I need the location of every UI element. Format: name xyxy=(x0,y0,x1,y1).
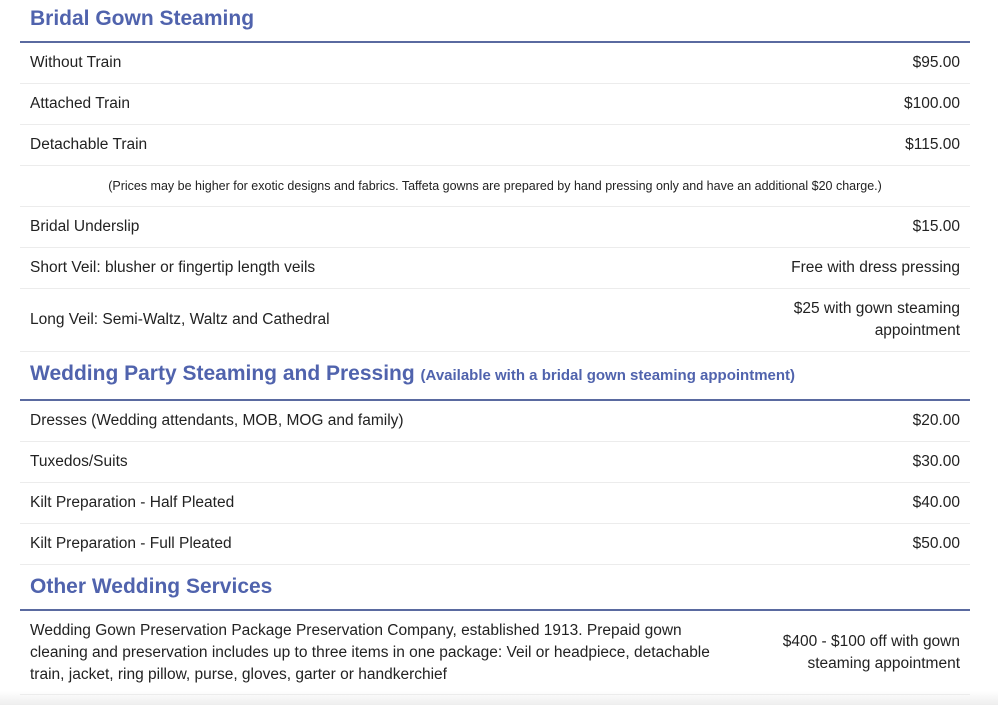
section-title: Other Wedding Services xyxy=(30,575,273,598)
section-heading-other-wedding-services xyxy=(20,565,970,611)
service-label: Dresses (Wedding attendants, MOB, MOG and family) xyxy=(30,412,404,429)
service-label-line: cleaning and preservation includes up to three items in one package: Veil or headpiece, detachable xyxy=(30,643,710,661)
service-label: Without Train xyxy=(30,54,122,71)
price-row xyxy=(20,483,970,524)
service-price: $15.00 xyxy=(912,218,960,235)
service-label: Long Veil: Semi-Waltz, Waltz and Cathedral xyxy=(30,311,330,328)
price-row xyxy=(20,84,970,125)
service-price: $115.00 xyxy=(905,136,960,153)
section-heading-bridal-gown-steaming xyxy=(20,0,970,43)
bottom-shadow xyxy=(0,691,998,705)
service-label-line: Wedding Gown Preservation Package Preservation Company, established 1913. Prepaid gown xyxy=(30,621,682,639)
service-price: $20.00 xyxy=(912,412,960,429)
service-label-line: train, jacket, ring pillow, purse, gloves, garter or handkerchief xyxy=(30,665,447,683)
section-title: Bridal Gown Steaming xyxy=(30,7,255,30)
section-title: Wedding Party Steaming and Pressing xyxy=(30,362,415,385)
service-label: Tuxedos/Suits xyxy=(30,453,128,470)
service-price: $100.00 xyxy=(903,95,960,112)
service-label: Kilt Preparation - Half Pleated xyxy=(30,494,235,511)
service-label: Bridal Underslip xyxy=(30,218,140,235)
price-row xyxy=(20,611,970,695)
pricing-note-text: (Prices may be higher for exotic designs and fabrics. Taffeta gowns are prepared by hand pressing only and have an additional $20 charge.) xyxy=(108,179,882,193)
service-label: Short Veil: blusher or fingertip length veils xyxy=(30,259,316,276)
price-row xyxy=(20,43,970,84)
service-price: $50.00 xyxy=(912,535,960,552)
service-price-line: appointment xyxy=(874,322,960,339)
service-label: Kilt Preparation - Full Pleated xyxy=(30,535,232,552)
price-row xyxy=(20,524,970,565)
price-row xyxy=(20,248,970,289)
service-price: Free with dress pressing xyxy=(791,259,960,276)
price-row xyxy=(20,401,970,442)
service-price-line: steaming appointment xyxy=(807,654,960,672)
service-price: $95.00 xyxy=(912,54,960,71)
price-list xyxy=(20,0,970,695)
price-row xyxy=(20,207,970,248)
pricing-note xyxy=(20,166,970,207)
service-label: Detachable Train xyxy=(30,136,148,153)
service-label xyxy=(30,620,710,686)
section-subtitle: (Available with a bridal gown steaming appointment) xyxy=(420,367,796,384)
service-price-line: $25 with gown steaming xyxy=(793,300,960,317)
price-row xyxy=(20,442,970,483)
service-price-line: $400 - $100 off with gown xyxy=(782,632,960,650)
service-price xyxy=(783,631,960,675)
price-row xyxy=(20,125,970,166)
service-label: Attached Train xyxy=(30,95,130,112)
service-price xyxy=(794,298,960,342)
section-heading-wedding-party xyxy=(20,352,970,401)
price-row xyxy=(20,289,970,352)
service-price: $40.00 xyxy=(912,494,960,511)
service-price: $30.00 xyxy=(912,453,960,470)
